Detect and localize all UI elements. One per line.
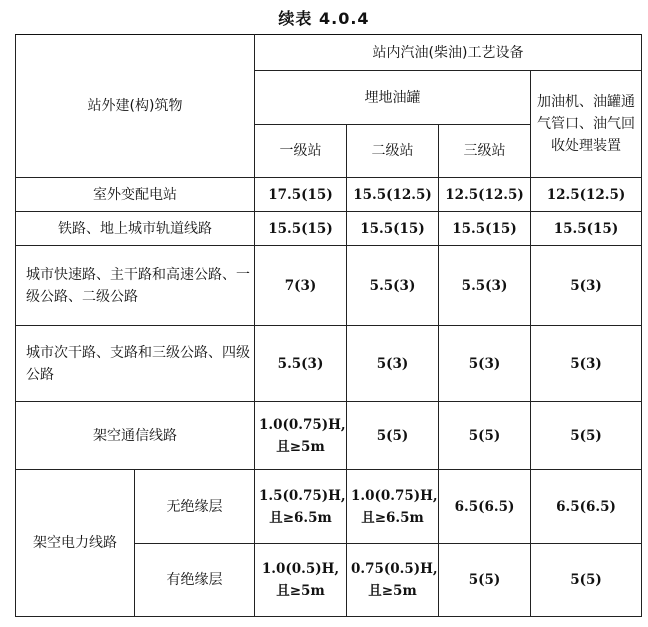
col2-header: 二级站	[347, 125, 439, 178]
cell-value: 17.5(15)	[255, 178, 347, 212]
table-row	[16, 326, 642, 402]
row-label: 城市快速路、主干路和高速公路、一级公路、二级公路	[16, 246, 255, 326]
group-header: 站内汽油(柴油)工艺设备	[255, 35, 642, 71]
cell-value: 6.5(6.5)	[439, 470, 531, 544]
table-row	[16, 402, 642, 470]
row-label: 铁路、地上城市轨道线路	[16, 212, 255, 246]
cell-value: 5.5(3)	[439, 246, 531, 326]
row-sublabel: 无绝缘层	[135, 470, 255, 544]
cell-value: 15.5(12.5)	[347, 178, 439, 212]
cell-value: 1.0(0.75)H,且≥5m	[255, 402, 347, 470]
cell-value: 1.5(0.75)H,且≥6.5m	[255, 470, 347, 544]
cell-value: 5(5)	[531, 544, 642, 617]
table-title: 续表 4.0.4	[278, 9, 370, 28]
row-header-cell: 站外建(构)筑物	[16, 35, 255, 178]
subgroup-header: 埋地油罐	[255, 71, 531, 125]
col1-header: 一级站	[255, 125, 347, 178]
cell-value: 7(3)	[255, 246, 347, 326]
power-line-label: 架空电力线路	[16, 470, 135, 617]
cell-value: 6.5(6.5)	[531, 470, 642, 544]
cell-value: 5(5)	[531, 402, 642, 470]
cell-value: 15.5(15)	[439, 212, 531, 246]
cell-value: 12.5(12.5)	[531, 178, 642, 212]
cell-value: 5.5(3)	[255, 326, 347, 402]
row-sublabel: 有绝缘层	[135, 544, 255, 617]
table-row	[16, 246, 642, 326]
cell-value: 5.5(3)	[347, 246, 439, 326]
row-label: 城市次干路、支路和三级公路、四级公路	[16, 326, 255, 402]
table-row	[16, 212, 642, 246]
spacing-table	[15, 34, 642, 617]
cell-value: 5(3)	[531, 326, 642, 402]
cell-value: 5(5)	[347, 402, 439, 470]
table-row	[16, 178, 642, 212]
col4-header: 加油机、油罐通气管口、油气回收处理装置	[531, 71, 642, 178]
cell-value: 5(3)	[439, 326, 531, 402]
col3-header: 三级站	[439, 125, 531, 178]
cell-value: 5(3)	[531, 246, 642, 326]
row-label: 架空通信线路	[16, 402, 255, 470]
cell-value: 15.5(15)	[347, 212, 439, 246]
cell-value: 5(5)	[439, 544, 531, 617]
cell-value: 15.5(15)	[255, 212, 347, 246]
cell-value: 5(5)	[439, 402, 531, 470]
table-row	[16, 470, 642, 544]
cell-value: 1.0(0.5)H,且≥5m	[255, 544, 347, 617]
cell-value: 1.0(0.75)H,且≥6.5m	[347, 470, 439, 544]
row-label: 室外变配电站	[16, 178, 255, 212]
cell-value: 15.5(15)	[531, 212, 642, 246]
cell-value: 0.75(0.5)H,且≥5m	[347, 544, 439, 617]
cell-value: 12.5(12.5)	[439, 178, 531, 212]
cell-value: 5(3)	[347, 326, 439, 402]
